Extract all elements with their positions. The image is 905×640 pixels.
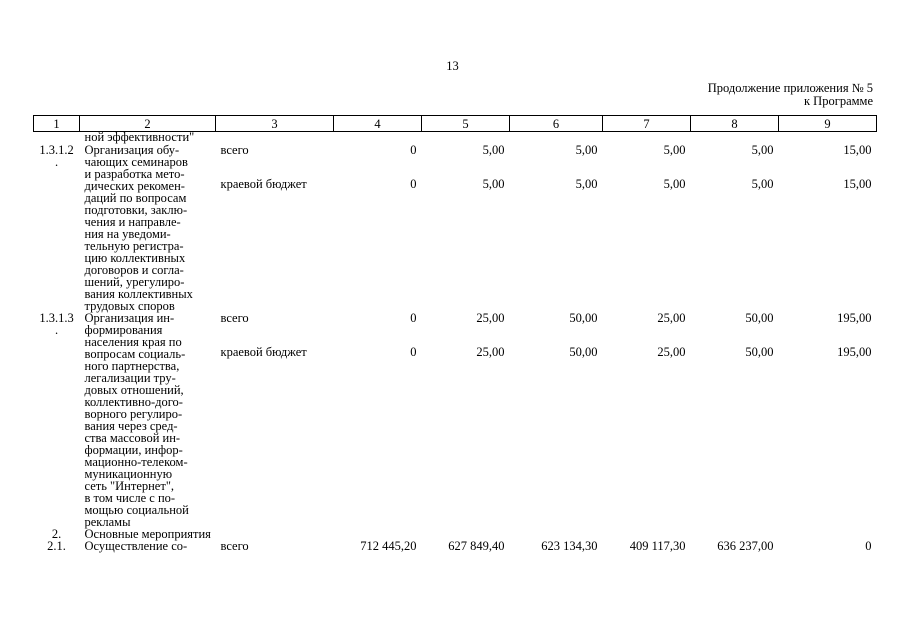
value-cell: 5,00 (751, 143, 774, 157)
col-header-9: 9 (779, 116, 877, 132)
col-header-6: 6 (510, 116, 603, 132)
table-row (34, 540, 877, 552)
value-cell: 195,00 (837, 311, 872, 325)
section-title: Основные мероприятия (84, 527, 211, 541)
appendix-line-1: Продолжение приложения № 5 (707, 81, 873, 95)
value-cell: 50,00 (745, 311, 774, 325)
item-name: Осуществление со- (84, 539, 188, 553)
col-header-5: 5 (422, 116, 510, 132)
value-cell: 5,00 (663, 143, 686, 157)
col-header-7: 7 (603, 116, 691, 132)
value-cell: 623 134,30 (541, 539, 598, 553)
value-cell: 25,00 (476, 345, 505, 359)
source-cell: краевой бюджет (220, 177, 307, 191)
continued-text: ной эффективности" (84, 130, 195, 144)
value-cell: 409 117,30 (629, 539, 686, 553)
col-header-1: 1 (34, 116, 80, 132)
value-cell: 0 (410, 143, 417, 157)
value-cell: 5,00 (663, 177, 686, 191)
value-cell: 636 237,00 (717, 539, 774, 553)
value-cell: 0 (410, 177, 417, 191)
appendix-line-2: к Программе (803, 94, 873, 108)
item-code: 1.3.1.3 . (39, 311, 74, 337)
section-code: 2. (51, 527, 62, 541)
col-header-8: 8 (691, 116, 779, 132)
page-number: 13 (446, 59, 459, 73)
value-cell: 5,00 (482, 143, 505, 157)
value-cell: 5,00 (575, 177, 598, 191)
col-header-3: 3 (216, 116, 334, 132)
value-cell: 25,00 (476, 311, 505, 325)
item-name: Организация ин- формирования населения края по вопросам социаль- ного партнерства, легализации тру- довых отношений, коллективно-дого- ворного регулиро- вания через сред- ства массовой ин- формации, инфор- мационно-телеком- муникационную сеть "Интернет", в том числе с по- мощью социальной рекламы (84, 311, 189, 529)
value-cell: 5,00 (482, 177, 505, 191)
value-cell: 25,00 (657, 311, 686, 325)
table-row (34, 312, 877, 328)
source-cell: всего (220, 539, 249, 553)
value-cell: 15,00 (843, 177, 872, 191)
value-cell: 50,00 (569, 345, 598, 359)
item-code: 2.1. (47, 539, 66, 553)
value-cell: 50,00 (745, 345, 774, 359)
table-row (34, 144, 877, 160)
source-cell: всего (220, 311, 249, 325)
source-cell: всего (220, 143, 249, 157)
item-name: Организация обу- чающих семинаров и разработка мето- дических рекомен- даций по вопросам подготовки, заклю- чения и направле- ния на уведоми- тельную регистра- цию коллективных договоров и согла- шений, урегулиро- вания коллективных трудовых споров (84, 143, 193, 313)
program-table (33, 115, 877, 552)
value-cell: 5,00 (751, 177, 774, 191)
value-cell: 50,00 (569, 311, 598, 325)
value-cell: 15,00 (843, 143, 872, 157)
value-cell: 0 (410, 311, 417, 325)
value-cell: 195,00 (837, 345, 872, 359)
value-cell: 712 445,20 (360, 539, 417, 553)
value-cell: 25,00 (657, 345, 686, 359)
source-cell: краевой бюджет (220, 345, 307, 359)
value-cell: 0 (865, 539, 872, 553)
value-cell: 0 (410, 345, 417, 359)
col-header-4: 4 (334, 116, 422, 132)
item-code: 1.3.1.2 . (39, 143, 74, 169)
col-header-2: 2 (80, 116, 216, 132)
value-cell: 5,00 (575, 143, 598, 157)
appendix-caption (708, 82, 873, 108)
value-cell: 627 849,40 (448, 539, 505, 553)
